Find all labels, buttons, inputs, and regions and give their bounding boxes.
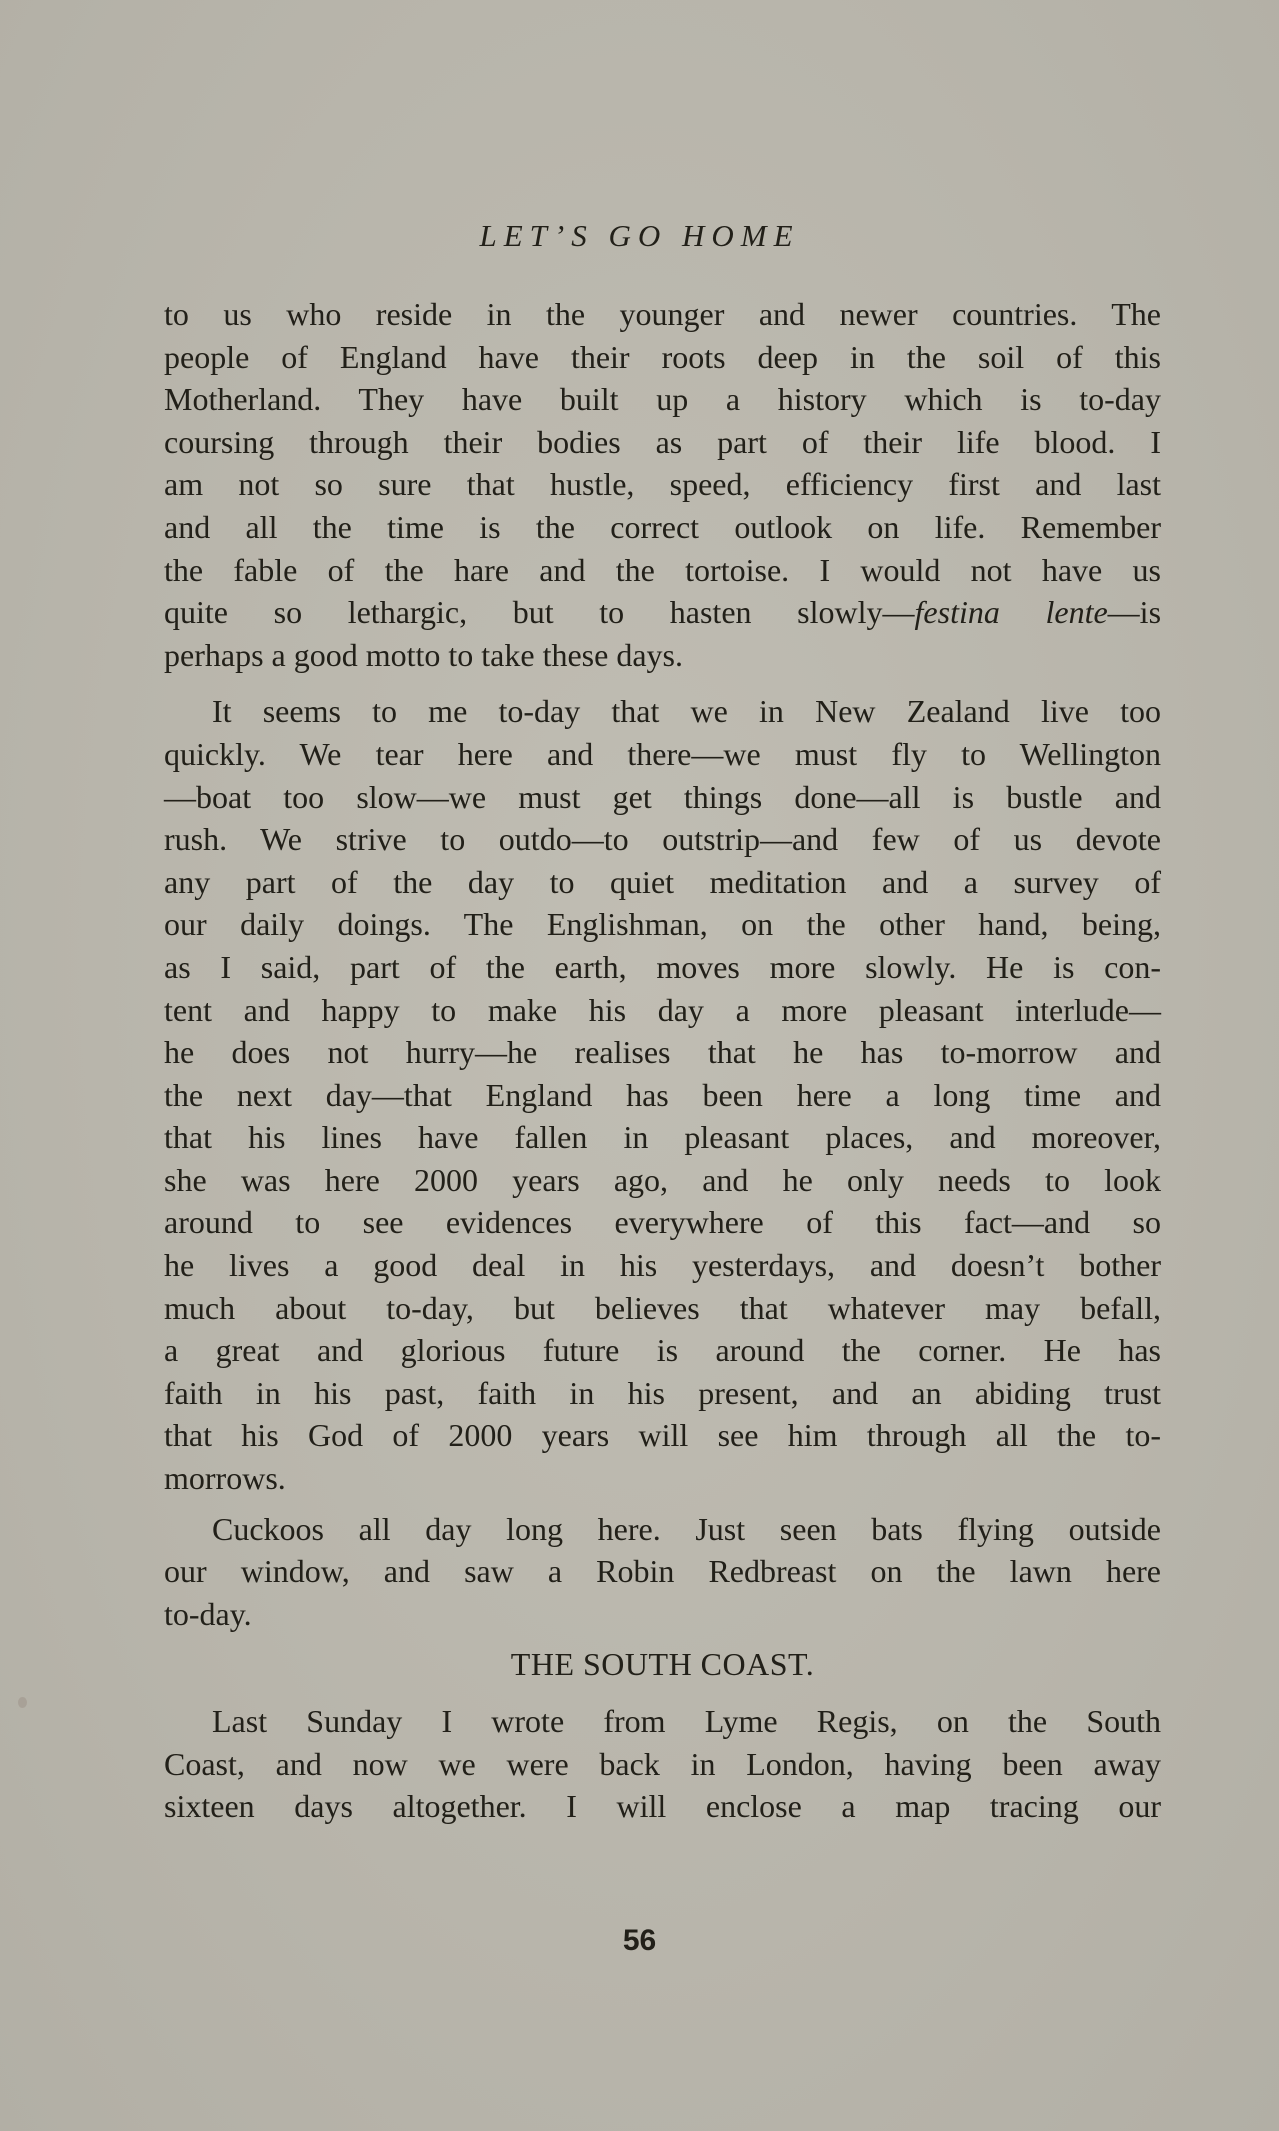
latin-phrase: festina lente <box>914 594 1108 631</box>
text-line: much about to-day, but believes that whatever may befall, <box>164 1289 1161 1326</box>
body-text <box>164 293 1161 1828</box>
text-line: our daily doings. The Englishman, on the other hand, being, <box>164 906 1161 943</box>
text-line: she was here 2000 years ago, and he only needs to look <box>164 1161 1161 1198</box>
text-line: Motherland. They have built up a history which is to-day <box>164 381 1161 418</box>
text-line: coursing through their bodies as part of their life blood. I <box>164 423 1161 460</box>
text-line: Last Sunday I wrote from Lyme Regis, on the South <box>212 1703 1161 1739</box>
running-head: LET’S GO HOME <box>479 218 800 253</box>
text-line: Coast, and now we were back in London, having been away <box>164 1745 1161 1782</box>
text-line: the next day—that England has been here a long time and <box>164 1076 1161 1113</box>
text-line: that his God of 2000 years will see him through all the to- <box>164 1417 1161 1454</box>
text-line: sixteen days altogether. I will enclose a map tracing our <box>164 1788 1161 1825</box>
text-line: quickly. We tear here and there—we must fly to Wellington <box>164 735 1161 772</box>
paragraph-3 <box>164 1508 1161 1636</box>
text-line: that his lines have fallen in pleasant places, and moreover, <box>164 1119 1161 1156</box>
text-line: tent and happy to make his day a more pleasant interlude— <box>164 991 1161 1028</box>
text-line: a great and glorious future is around the corner. He has <box>164 1332 1161 1369</box>
page-number: 56 <box>622 1924 657 1957</box>
text-line: the fable of the hare and the tortoise. I would not have us <box>164 551 1161 588</box>
text-line: rush. We strive to outdo—to outstrip—and few of us devote <box>164 821 1161 858</box>
paper-speck <box>18 1697 27 1708</box>
text-line: faith in his past, faith in his present, and an abiding trust <box>164 1374 1161 1411</box>
text-line: our window, and saw a Robin Redbreast on the lawn here <box>164 1553 1161 1590</box>
text-line: Cuckoos all day long here. Just seen bats flying outside <box>212 1510 1161 1547</box>
text-line: he does not hurry—he realises that he has to-morrow and <box>164 1034 1161 1071</box>
text-line: people of England have their roots deep in the soil of this <box>164 338 1161 375</box>
text-line: to us who reside in the younger and newer countries. The <box>164 296 1161 332</box>
text-line: any part of the day to quiet meditation and a survey of <box>164 863 1161 900</box>
text-line: he lives a good deal in his yesterdays, and doesn’t bother <box>164 1247 1161 1284</box>
text-fragment: —is <box>1107 594 1162 631</box>
text-fragment: quite so lethargic, but to hasten slowly— <box>164 594 915 631</box>
text-line: am not so sure that hustle, speed, efficiency first and last <box>164 466 1161 503</box>
text-line <box>164 591 1161 634</box>
paragraph-2 <box>164 690 1161 1499</box>
text-line: It seems to me to-day that we in New Zealand live too <box>212 693 1161 730</box>
text-line: and all the time is the correct outlook on life. Remember <box>164 508 1161 545</box>
text-line: morrows. <box>164 1460 286 1497</box>
text-line: —boat too slow—we must get things done—all is bustle and <box>164 778 1161 815</box>
text-line: around to see evidences everywhere of this fact—and so <box>164 1204 1161 1241</box>
text-line: as I said, part of the earth, moves more slowly. He is con- <box>164 948 1161 985</box>
section-heading: THE SOUTH COAST. <box>510 1646 815 1683</box>
paragraph-1 <box>164 293 1161 676</box>
paragraph-4 <box>164 1700 1161 1828</box>
text-line: to-day. <box>164 1595 252 1632</box>
text-line: perhaps a good motto to take these days. <box>164 636 683 673</box>
